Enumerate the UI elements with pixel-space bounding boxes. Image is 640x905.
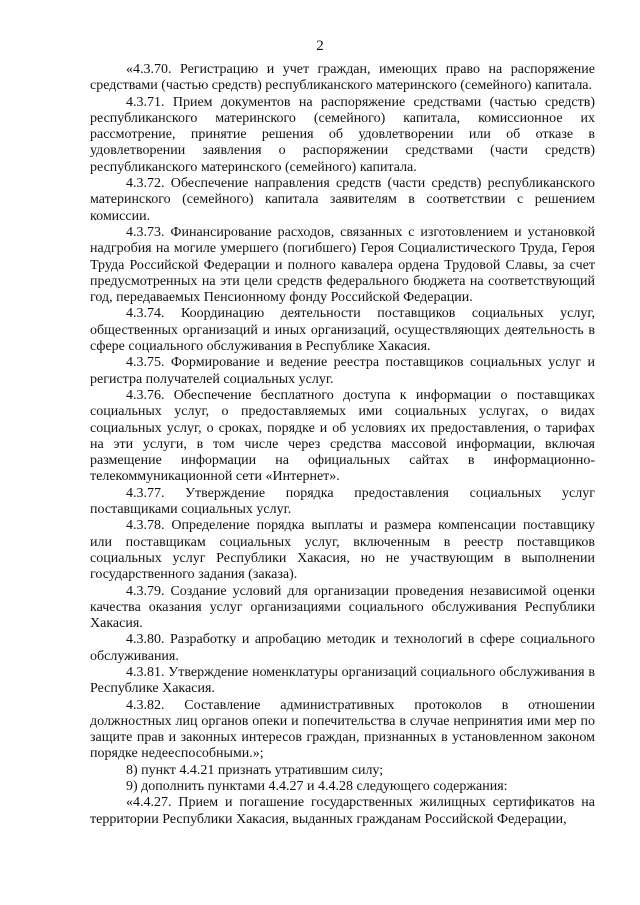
paragraph-4-3-77: 4.3.77. Утверждение порядка предоставления социальных услуг поставщиками социальных услуг. [90,485,595,518]
paragraph-4-3-71: 4.3.71. Прием документов на распоряжение средствами (частью средств) республиканского материнского (семейного) капитала, комиссионное их рассмотрение, принятие решения об удовлетворении или об отказе в удовлетворении заявления о распоряжении средствами (части средств) республиканского материнского (семейного) капитала. [90,94,595,175]
paragraph-4-3-70: «4.3.70. Регистрацию и учет граждан, имеющих право на распоряжение средствами (частью средств) республиканского материнского (семейного) капитала. [90,62,595,94]
paragraph-4-4-27: «4.4.27. Прием и погашение государственных жилищных сертификатов на территории Республики Хакасия, выданных гражданам Российской Федерации, [90,795,595,827]
paragraph-4-3-73: 4.3.73. Финансирование расходов, связанных с изготовлением и установкой надгробия на могиле умершего (погибшего) Героя Социалистического Труда, Героя Труда Российской Федерации и полного кавалера ордена Трудовой Славы, за счет предусмотренных на эти цели средств федерального бюджета на соответствующий год, передаваемых Пенсионному фонду Российской Федерации. [90,224,595,306]
paragraph-4-3-76: 4.3.76. Обеспечение бесплатного доступа к информации о поставщиках социальных услуг, о предоставляемых ими социальных услугах, о видах социальных услуг, о сроках, порядке и об условиях их предоставления, о тарифах на эти услуги, в том числе через средства массовой информации, включая размещение информации на официальных сайтах в информационно-телекоммуникационной сети «Интернет». [90,387,595,485]
paragraph-item-8: 8) пункт 4.4.21 признать утратившим силу; [126,762,384,778]
paragraph-4-3-74: 4.3.74. Координацию деятельности поставщиков социальных услуг, общественных организаций и иных организаций, осуществляющих деятельность в сфере социального обслуживания в Республике Хакасия. [90,306,595,355]
paragraph-4-3-75: 4.3.75. Формирование и ведение реестра поставщиков социальных услуг и регистра получателей социальных услуг. [90,355,595,387]
document-body [90,62,595,828]
paragraph-4-3-72: 4.3.72. Обеспечение направления средств (части средств) республиканского материнского (семейного) капитала заявителям в соответствии с решением комиссии. [90,176,595,224]
page-number: 2 [316,38,324,54]
paragraph-item-9: 9) дополнить пунктами 4.4.27 и 4.4.28 следующего содержания: [126,779,508,795]
paragraph-4-3-79: 4.3.79. Создание условий для организации проведения независимой оценки качества оказания услуг организациями социального обслуживания Республики Хакасия. [90,583,595,632]
paragraph-4-3-81: 4.3.81. Утверждение номенклатуры организаций социального обслуживания в Республике Хакасия. [90,664,595,697]
paragraph-4-3-82: 4.3.82. Составление административных протоколов в отношении должностных лиц органов опеки и попечительства в случае непринятия ими мер по защите прав и законных интересов граждан, признанных в установленном законом порядке недееспособными.»; [90,697,595,762]
paragraph-4-3-78: 4.3.78. Определение порядка выплаты и размера компенсации поставщику или поставщикам социальных услуг, включенным в реестр поставщиков социальных услуг Республики Хакасия, но не участвующим в выполнении государственного задания (заказа). [90,518,595,583]
paragraph-4-3-80: 4.3.80. Разработку и апробацию методик и технологий в сфере социального обслуживания. [90,632,595,664]
